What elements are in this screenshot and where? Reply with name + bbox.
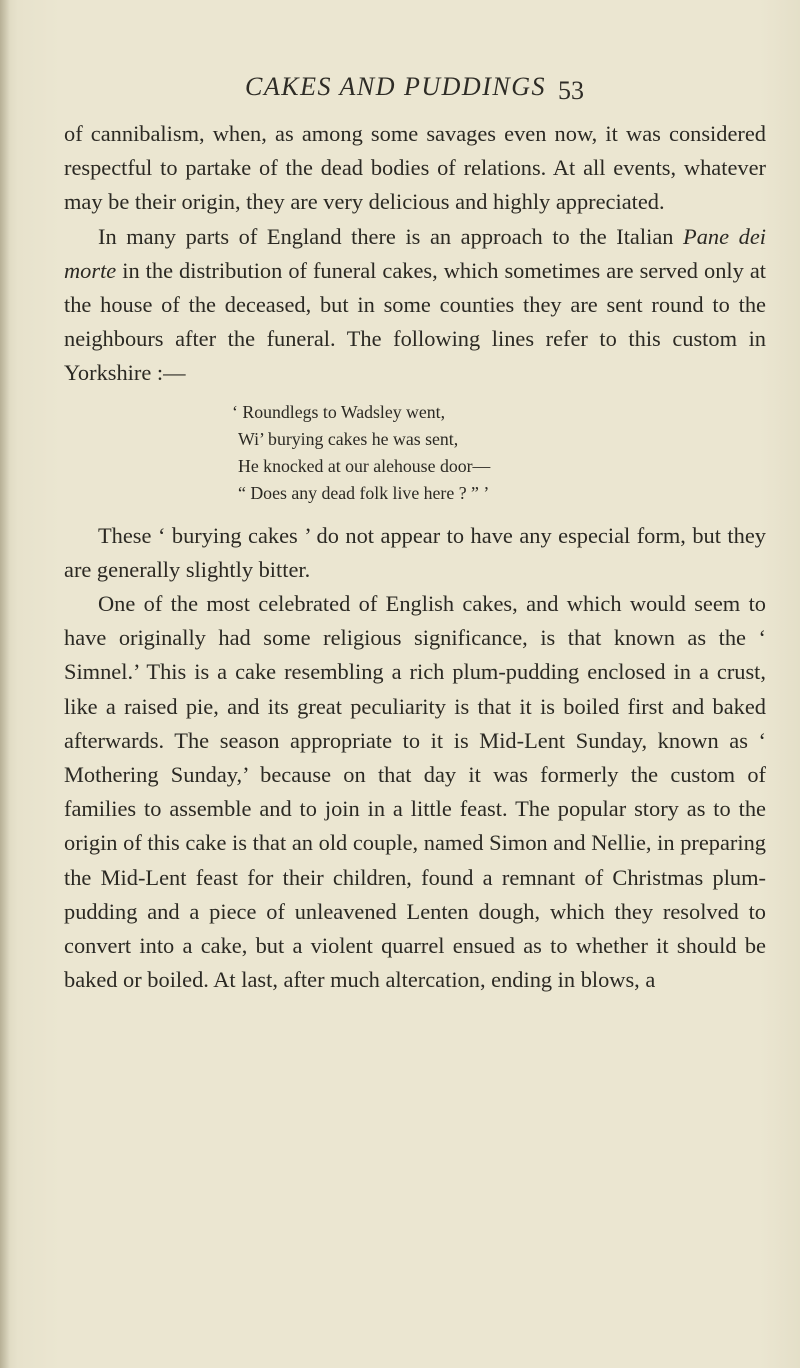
running-title: CAKES AND PUDDINGS bbox=[245, 72, 546, 101]
page-number: 53 bbox=[558, 76, 584, 105]
paragraph-cannibalism: of cannibalism, when, as among some savages even now, it was considered respectful to partake of the dead bodies of relations. At all events, whatever may be their origin, they are very delicious and highly appreciated. bbox=[64, 121, 766, 215]
verse-line: He knocked at our alehouse door— bbox=[238, 455, 491, 476]
paragraph-funeral-cakes-end: in the distribution of funeral cakes, which sometimes are served only at the house of the deceased, but in some counties they are sent round to the neighbours after the funeral. The following lines refer to this custom in Yorkshire :— bbox=[64, 257, 766, 386]
paragraph-burying-cakes: These ‘ burying cakes ’ do not appear to have any especial form, but they are generally slightly bitter. bbox=[64, 522, 766, 582]
paragraph-simnel: One of the most celebrated of English cakes, and which would seem to have originally had some religious significance, is that known as the ‘ Simnel.’ This is a cake resembling a rich plum-pudding enclosed in a crust, like a raised pie, and its great peculiarity is that it is boiled first and baked afterwards. The season appropriate to it is Mid-Lent Sunday, known as ‘ Mothering Sunday,’ because on that day it was formerly the custom of families to assemble and to join in a little feast. The popular story as to the origin of this cake is that an old couple, named Simon and Nellie, in preparing the Mid-Lent feast for their children, found a remnant of Christmas plum-pudding and a piece of unleavened Lenten dough, which they resolved to convert into a cake, but a violent quarrel ensued as to whether it should be baked or boiled. At last, after much altercation, ending in blows, a bbox=[64, 591, 766, 993]
verse-line: “ Does any dead folk live here ? ” ’ bbox=[238, 482, 490, 503]
paragraph-funeral-cakes bbox=[64, 220, 766, 391]
verse-quote bbox=[64, 399, 766, 507]
paragraph-funeral-cakes-start: In many parts of England there is an approach to the Italian bbox=[98, 223, 684, 249]
verse-line: ‘ Roundlegs to Wadsley went, bbox=[232, 401, 446, 422]
italic-pane-dei-morte: Pane dei morte bbox=[64, 223, 766, 283]
running-head bbox=[0, 72, 800, 112]
body-text bbox=[64, 117, 766, 997]
spine-shadow bbox=[0, 0, 10, 1368]
verse-line: Wi’ burying cakes he was sent, bbox=[238, 428, 459, 449]
